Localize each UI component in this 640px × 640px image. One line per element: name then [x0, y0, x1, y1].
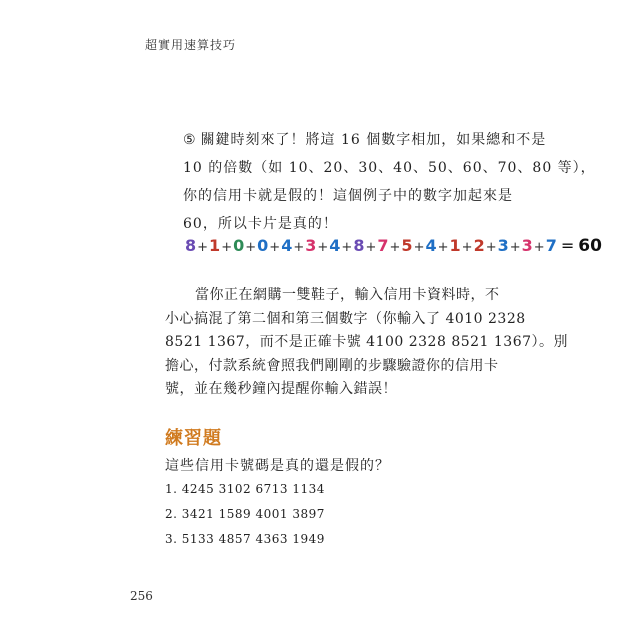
equation-digit: 5 — [401, 236, 413, 255]
equation-digit: 8 — [353, 236, 365, 255]
plus-sign: + — [485, 240, 497, 255]
paragraph-line: 號，並在幾秒鐘內提醒你輸入錯誤！ — [165, 381, 397, 397]
equation-digit: 3 — [497, 236, 509, 255]
step-line: 你的信用卡就是假的！這個例子中的數字加起來是 — [183, 188, 513, 204]
equation-total: 60 — [578, 236, 602, 256]
running-header: 超實用速算技巧 — [145, 38, 237, 52]
equation-digit: 3 — [521, 236, 533, 255]
body-paragraph — [165, 284, 569, 402]
exercise-title: 練習題 — [165, 428, 222, 449]
card-number-list — [165, 477, 325, 552]
step-five — [183, 126, 596, 238]
list-item: 3. 5133 4857 4363 1949 — [165, 532, 325, 546]
plus-sign: + — [437, 240, 449, 255]
plus-sign: + — [533, 240, 545, 255]
plus-sign: + — [317, 240, 329, 255]
paragraph-line: 當你正在網購一雙鞋子，輸入信用卡資料時，不 — [195, 287, 500, 303]
equation-digit: 3 — [305, 236, 317, 255]
equation-digit: 8 — [185, 236, 197, 255]
equation-digit: 0 — [233, 236, 245, 255]
equation-digit: 4 — [281, 236, 293, 255]
plus-sign: + — [461, 240, 473, 255]
exercise-question: 這些信用卡號碼是真的還是假的？ — [165, 458, 390, 474]
plus-sign: + — [365, 240, 377, 255]
paragraph-line: 8521 1367，而不是正確卡號 4100 2328 8521 1367）。別 — [165, 334, 569, 350]
equation-digit: 7 — [377, 236, 389, 255]
plus-sign: + — [341, 240, 353, 255]
equation-digit: 1 — [209, 236, 221, 255]
equation-digit: 0 — [257, 236, 269, 255]
plus-sign: + — [413, 240, 425, 255]
equals-sign: = — [560, 236, 575, 255]
plus-sign: + — [293, 240, 305, 255]
step-line-text: 關鍵時刻來了！將這 16 個數字相加，如果總和不是 — [200, 132, 547, 148]
equation-digit: 2 — [473, 236, 485, 255]
plus-sign: + — [197, 240, 209, 255]
step-line: 60，所以卡片是真的！ — [183, 216, 338, 232]
plus-sign: + — [509, 240, 521, 255]
step-line: 10 的倍數（如 10、20、30、40、50、60、70、80 等）， — [183, 160, 596, 176]
paragraph-line: 擔心，付款系統會照我們剛剛的步驟驗證你的信用卡 — [165, 357, 499, 374]
plus-sign: + — [269, 240, 281, 255]
plus-sign: + — [389, 240, 401, 255]
equation-digit: 1 — [449, 236, 461, 255]
page-number: 256 — [130, 589, 153, 603]
plus-sign: + — [245, 240, 257, 255]
step-line — [183, 126, 547, 154]
step-marker: ⑤ — [183, 132, 197, 148]
list-item: 1. 4245 3102 6713 1134 — [165, 482, 325, 496]
list-item: 2. 3421 1589 4001 3897 — [165, 507, 325, 521]
equation-digit: 4 — [329, 236, 341, 255]
equation-digit: 7 — [545, 236, 557, 255]
digit-sum-equation — [185, 236, 602, 256]
equation-digit: 4 — [425, 236, 437, 255]
plus-sign: + — [221, 240, 233, 255]
paragraph-line: 小心搞混了第二個和第三個數字（你輸入了 4010 2328 — [165, 310, 526, 327]
